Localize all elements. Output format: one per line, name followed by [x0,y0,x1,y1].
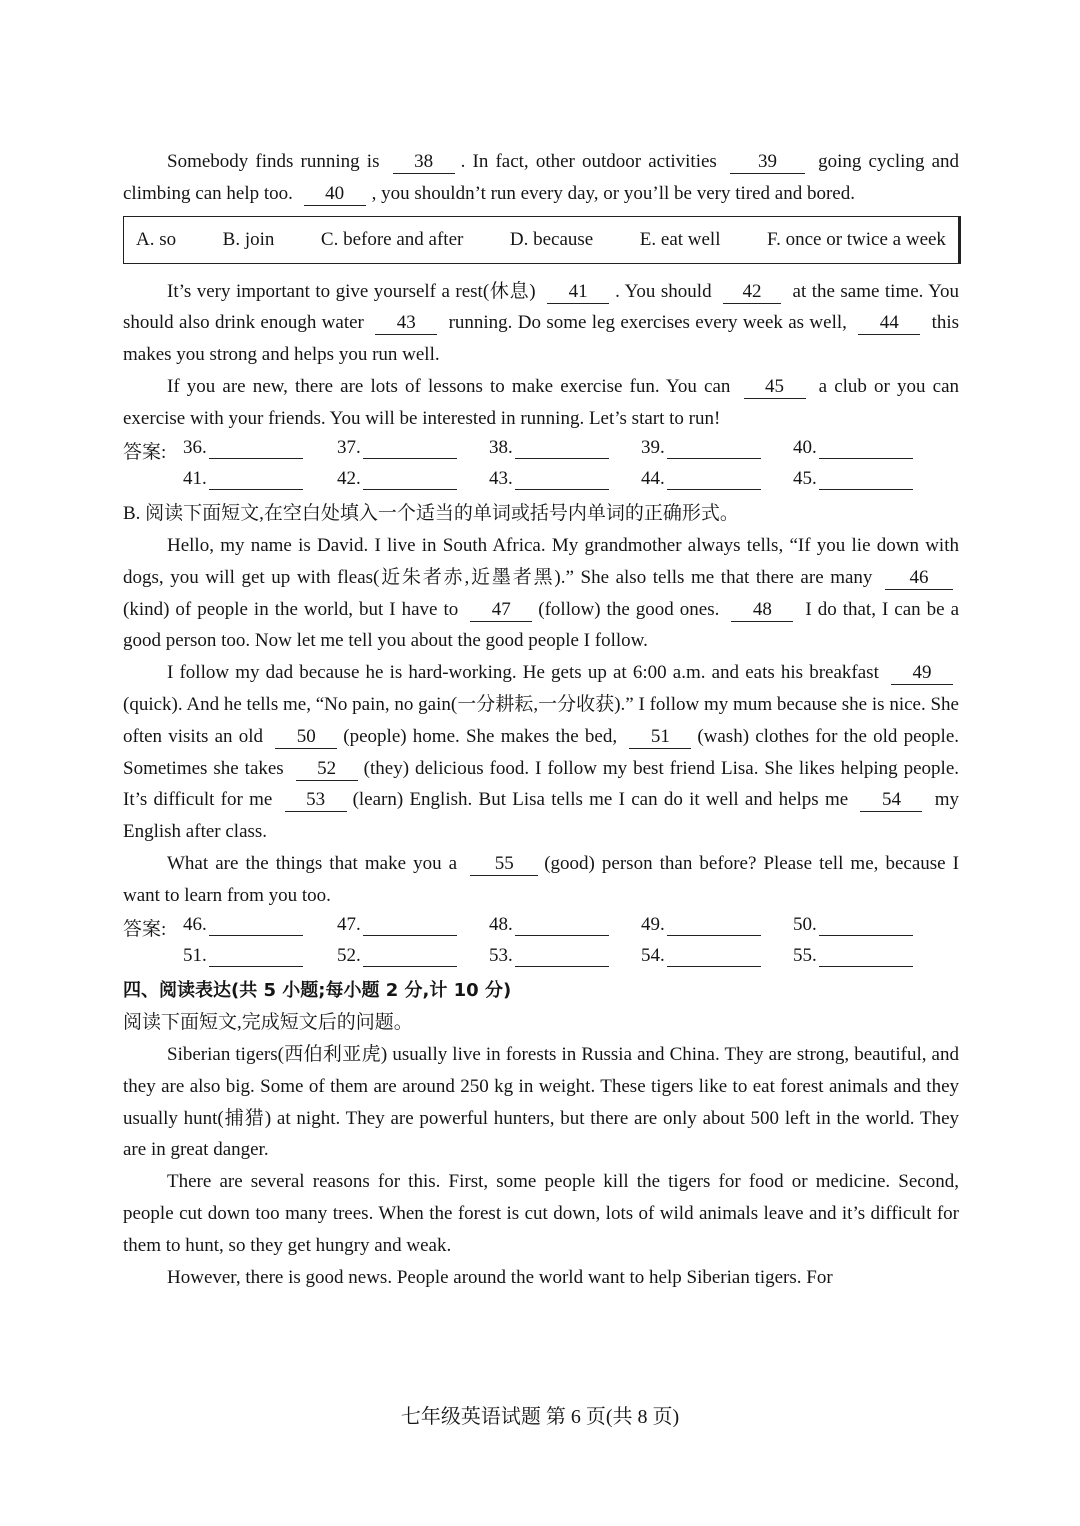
blank-54[interactable]: 54 [860,789,922,812]
passage-text: (quick). And he tells me, “No pain, no gain(一分耕耘,一分收获).” I follow my mum because she is nice. She often visits an old [123,693,959,747]
answer-row [123,943,959,975]
answer-slot[interactable]: 51. [183,945,303,967]
blank-38[interactable]: 38 [393,151,455,174]
answer-slot[interactable]: 53. [489,945,609,967]
option-a: A. so [136,228,177,250]
blank-39[interactable]: 39 [730,151,805,174]
passage-text: What are the things that make you a [167,852,458,874]
blank-45[interactable]: 45 [744,376,806,399]
passage-text: my English after class. [123,789,959,843]
passage-text: , you shouldn’t run every day, or you’ll be very tired and bored. [371,182,855,204]
page-footer: 七年级英语试题 第 6 页(共 8 页) [400,1406,680,1428]
answer-slot[interactable]: 47. [337,914,457,936]
answer-slot[interactable]: 49. [641,914,761,936]
passage-text: (follow) the good ones. [538,598,720,620]
passage-text: . You should [615,280,712,302]
blank-50[interactable]: 50 [275,726,337,749]
passage-text: (wash) clothes for the old people. Sometimes she takes [123,725,960,779]
answer-slot[interactable]: 43. [489,468,609,490]
answer-slot[interactable]: 55. [793,945,913,967]
answer-slot[interactable]: 52. [337,945,457,967]
section-instruction: B. 阅读下面短文,在空白处填入一个适当的单词或括号内单词的正确形式。 [123,503,739,525]
answer-slot[interactable]: 37. [337,437,457,459]
blank-52[interactable]: 52 [296,758,358,781]
passage-paragraph [123,848,959,912]
options-box [123,216,959,264]
blank-41[interactable]: 41 [547,281,609,304]
answer-slot[interactable]: 44. [641,468,761,490]
answer-slot[interactable]: 50. [793,914,913,936]
passage-paragraph [123,146,959,210]
passage-text: (good) person than before? Please tell me, because I want to learn from you too. [123,852,959,906]
answer-slot[interactable]: 54. [641,945,761,967]
blank-48[interactable]: 48 [731,599,793,622]
passage-text: . In fact, other outdoor activities [460,151,717,172]
passage-text: (people) home. She makes the bed, [343,725,618,747]
answer-row [123,912,959,944]
blank-44[interactable]: 44 [858,312,920,335]
option-f: F. once or twice a week [767,228,946,250]
answer-slot[interactable]: 41. [183,468,303,490]
answer-prefix: 答案: [123,918,167,940]
answer-slot[interactable]: 38. [489,437,609,459]
blank-47[interactable]: 47 [470,599,532,622]
option-b: B. join [222,228,275,250]
passage-text: running. Do some leg exercises every week as well, [448,312,847,334]
blank-55[interactable]: 55 [470,853,538,876]
passage-paragraph: There are several reasons for this. First, some people kill the tigers for food or medicine. Second, people cut down too many trees. When the forest is cut down, lots of wild animals leave and it’s difficult for them to hunt, so they get hungry and weak. [123,1171,959,1256]
passage-text: (they) delicious food. I follow my best friend Lisa. She likes helping people. It’s difficult for me [123,757,960,811]
answer-slot[interactable]: 46. [183,914,303,936]
passage-text: at the same time. You should also drink enough water [123,280,959,334]
passage-text: a club or you can exercise with your friends. You will be interested in running. Let’s start to run! [123,375,960,429]
passage-text: Hello, my name is David. I live in South Africa. My grandmother always tells, “If you lie down with dogs, you will get up with fleas(近朱者赤,近墨者黑).” She also tells me that there are many [123,534,959,588]
blank-49[interactable]: 49 [891,662,953,685]
passage-paragraph: Siberian tigers(西伯利亚虎) usually live in forests in Russia and China. They are strong, beautiful, and they are also big. Some of them are around 250 kg in weight. These tigers like to eat forest animals and they usually hunt(捕猎) at night. They are powerful hunters, but there are only about 500 left in the world. They are in great danger. [123,1043,959,1161]
passage-paragraph: However, there is good news. People around the world want to help Siberian tigers. For [167,1266,833,1288]
answer-row [123,435,959,467]
passage-paragraph [123,657,959,848]
blank-53[interactable]: 53 [285,789,347,812]
passage-text: If you are new, there are lots of lessons to make exercise fun. You can [167,375,731,397]
passage-text: this makes you strong and helps you run well. [123,312,960,366]
answer-slot[interactable]: 45. [793,468,913,490]
answer-slot[interactable]: 40. [793,437,913,459]
answer-slot[interactable]: 39. [641,437,761,459]
option-e: E. eat well [639,228,721,250]
answer-row [123,466,959,498]
passage-text: It’s very important to give yourself a rest(休息) [167,280,536,302]
passage-text: (kind) of people in the world, but I have to [123,598,459,620]
passage-paragraph [123,276,959,371]
passage-paragraph [123,371,959,435]
section-heading: 四、阅读表达(共 5 小题;每小题 2 分,计 10 分) [123,980,512,1002]
answer-slot[interactable]: 48. [489,914,609,936]
blank-46[interactable]: 46 [885,567,953,590]
answer-prefix: 答案: [123,441,167,463]
blank-51[interactable]: 51 [629,726,691,749]
passage-text: I follow my dad because he is hard-working. He gets up at 6:00 a.m. and eats his breakfast [167,662,879,684]
passage-text: Somebody finds running is [167,151,380,172]
option-d: D. because [509,228,594,250]
passage-text: (learn) English. But Lisa tells me I can do it well and helps me [352,789,849,811]
blank-42[interactable]: 42 [723,281,781,304]
answer-slot[interactable]: 36. [183,437,303,459]
page-content [123,146,959,1293]
passage-paragraph [123,530,959,657]
section-instruction: 阅读下面短文,完成短文后的问题。 [123,1012,413,1034]
passage-text: I do that, I can be a good person too. Now let me tell you about the good people I follow. [123,598,960,652]
answer-slot[interactable]: 42. [337,468,457,490]
passage-text: going cycling and climbing can help too. [123,151,960,204]
blank-40[interactable]: 40 [304,183,366,206]
blank-43[interactable]: 43 [375,312,437,335]
option-c: C. before and after [320,228,464,250]
